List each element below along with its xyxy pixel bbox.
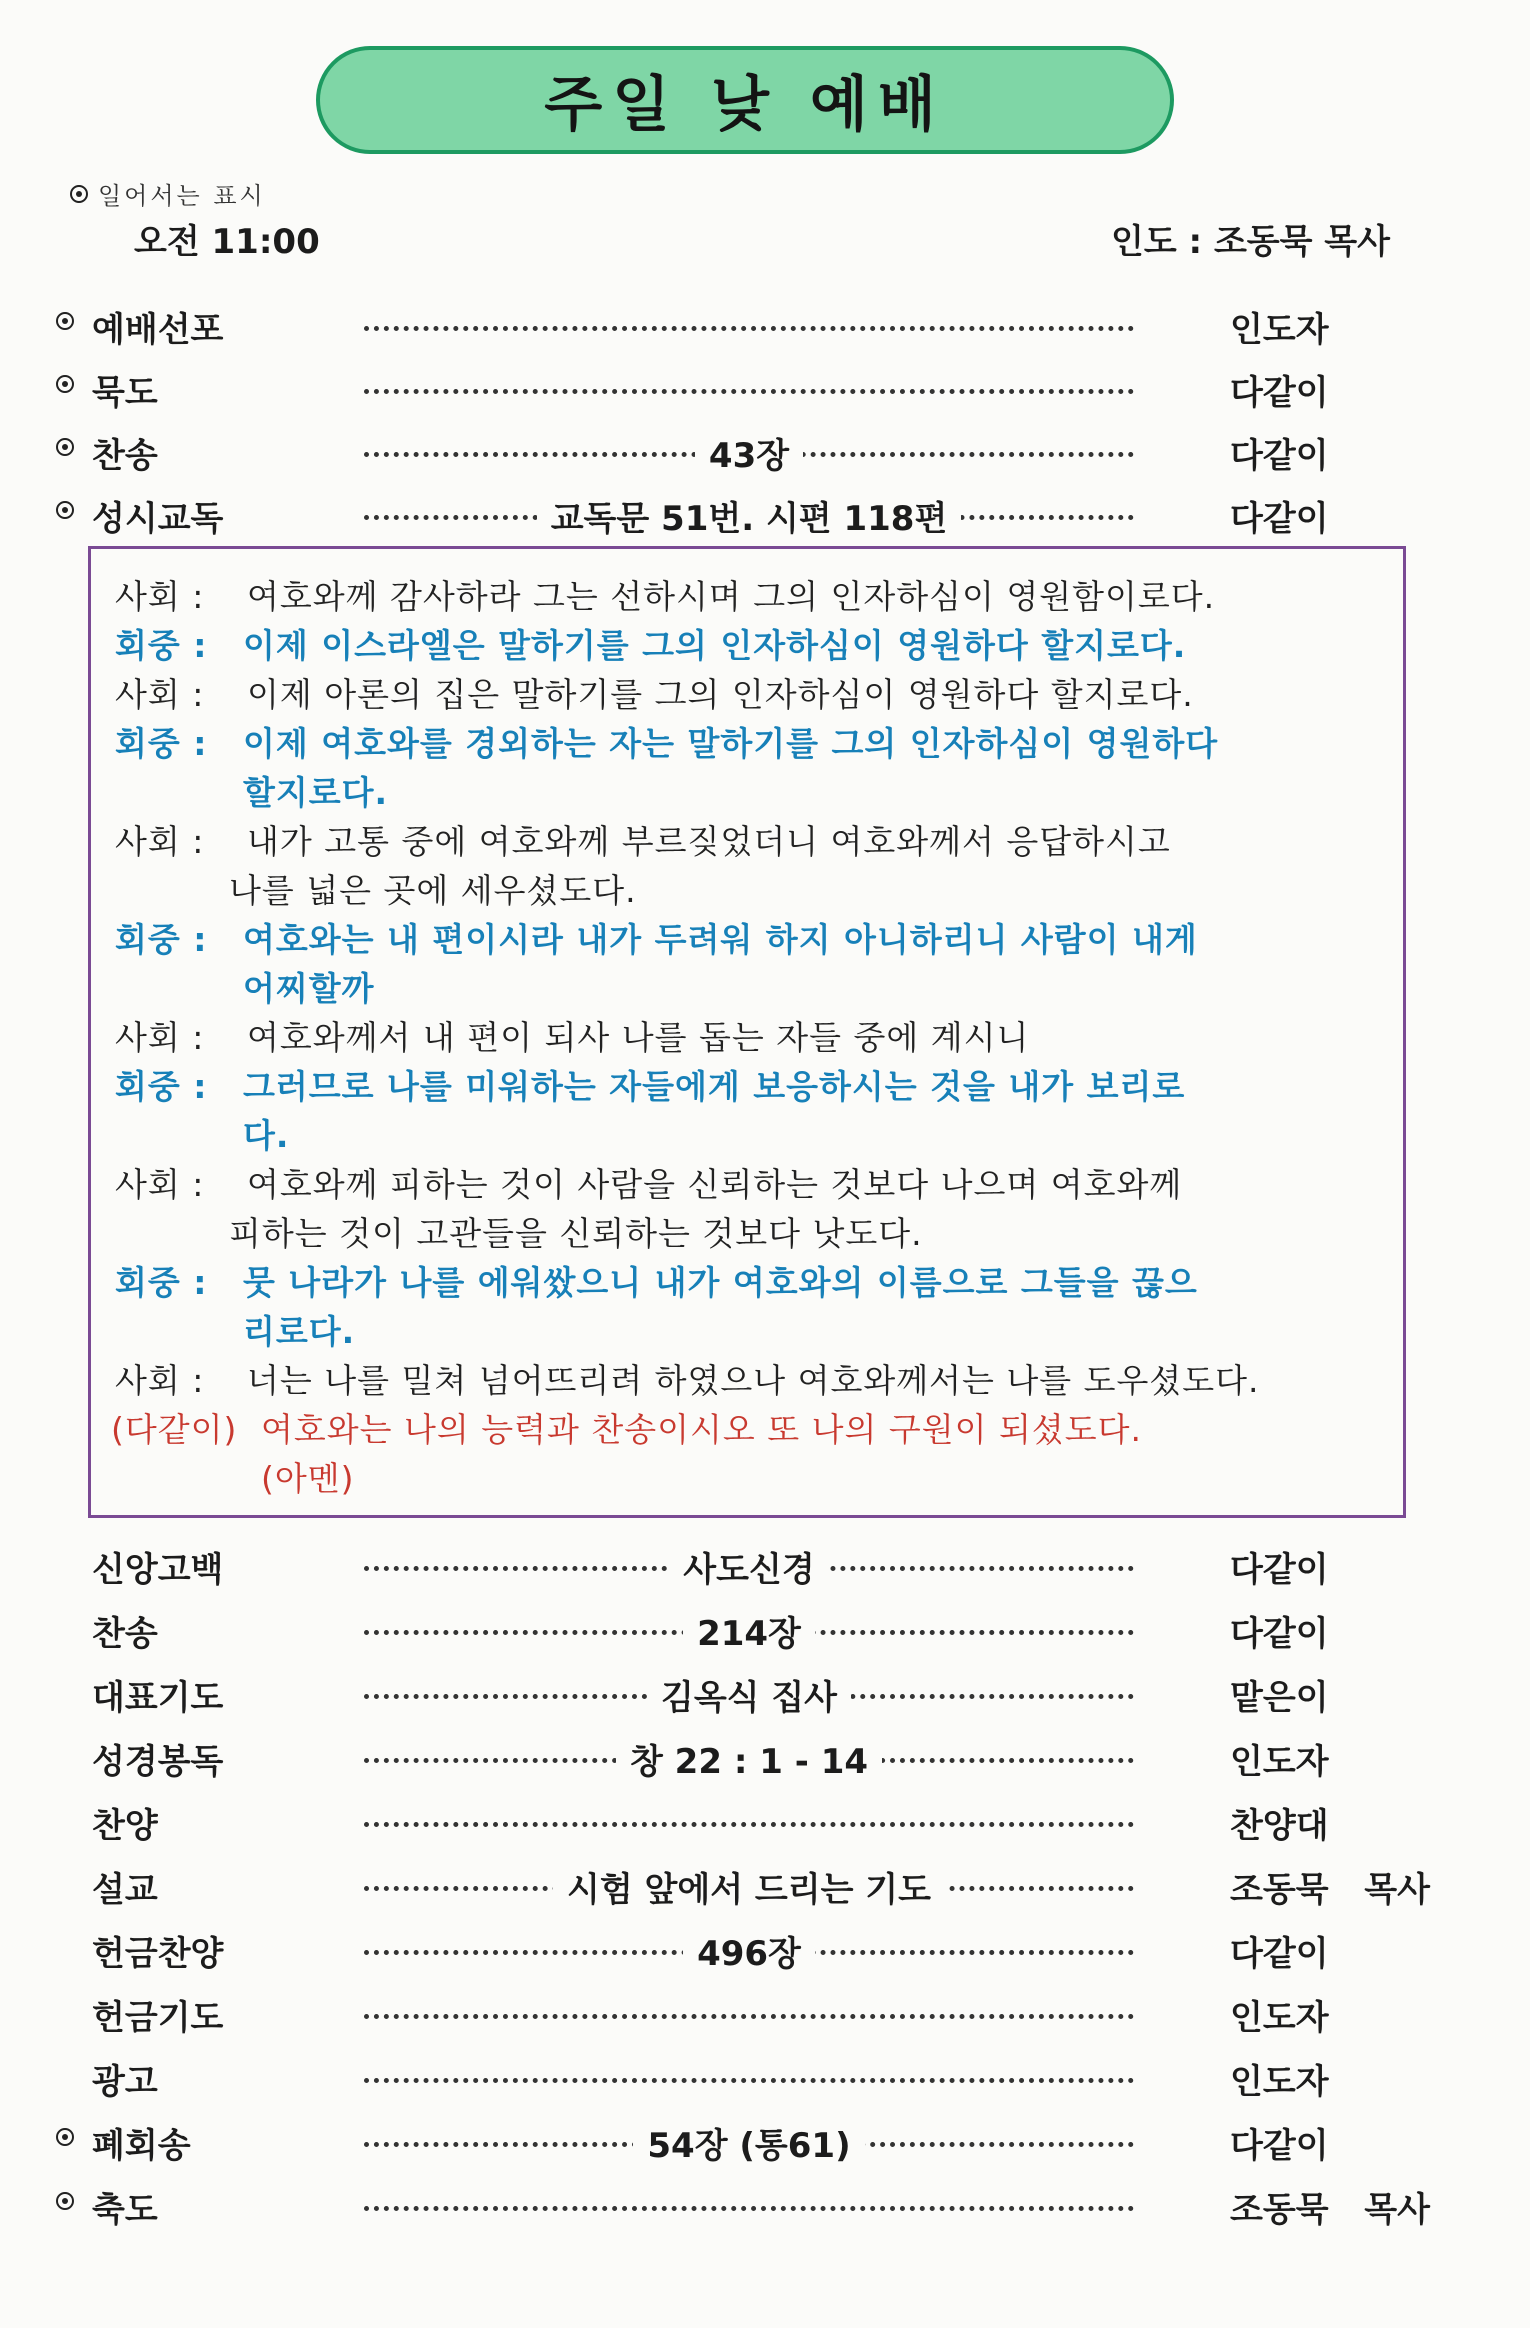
order-item-detail-text: 496장 (683, 1934, 815, 1974)
order-item-person: 조동묵 목사 (1230, 1870, 1430, 1910)
order-row (0, 1792, 1530, 1852)
order-row (0, 1664, 1530, 1724)
service-leader: 인도 : 조동묵 목사 (1110, 222, 1390, 262)
order-item-detail (364, 1862, 1134, 1911)
order-item-name: 성시교독 (92, 499, 224, 539)
standing-mark-icon (56, 2192, 74, 2210)
reading-line: 너는 나를 밀쳐 넘어뜨리려 하였으나 여호와께서는 나를 도우셨도다. (247, 1361, 1260, 1400)
order-item-detail-text: 시험 앞에서 드리는 기도 (553, 1870, 945, 1910)
reading-line: 여호와께서 내 편이 되사 나를 돕는 자들 중에 계시니 (247, 1018, 1030, 1057)
order-item-detail (364, 1734, 1134, 1783)
order-item-name: 헌금찬양 (92, 1934, 224, 1974)
order-row (0, 2112, 1530, 2172)
order-item-detail-text: 사도신경 (669, 1550, 828, 1590)
responsive-reading-box (88, 546, 1406, 1518)
reading-line: 다. (243, 1116, 290, 1155)
order-item-person: 다같이 (1230, 1550, 1329, 1590)
reading-role-label: 회중 : (115, 626, 208, 665)
order-row (0, 1920, 1530, 1980)
dotted-leader (364, 2206, 1134, 2211)
reading-line: 여호와께 감사하라 그는 선하시며 그의 인자하심이 영원함이로다. (247, 577, 1216, 616)
standing-mark-icon (56, 501, 74, 519)
order-item-name: 헌금기도 (92, 1998, 224, 2038)
order-item-person: 다같이 (1230, 436, 1329, 476)
order-item-person: 인도자 (1230, 1742, 1329, 1782)
order-item-name: 축도 (92, 2190, 158, 2230)
dotted-leader (364, 326, 1134, 331)
order-row (0, 422, 1530, 482)
order-item-detail (364, 2118, 1134, 2167)
order-item-name: 찬양 (92, 1806, 158, 1846)
reading-line: 어찌할까 (243, 969, 375, 1008)
dotted-leader (364, 1822, 1134, 1827)
reading-role-label: 사회 : (115, 1018, 205, 1057)
order-row (0, 2176, 1530, 2236)
order-item-detail (364, 1670, 1134, 1719)
reading-line: 리로다. (243, 1312, 356, 1351)
reading-line: (아멘) (261, 1459, 355, 1498)
reading-line: 여호와는 나의 능력과 찬송이시오 또 나의 구원이 되셨도다. (261, 1410, 1142, 1449)
standing-mark-icon (56, 2128, 74, 2146)
order-item-person: 인도자 (1230, 2062, 1329, 2102)
standing-mark-icon (56, 438, 74, 456)
reading-role-label: 사회 : (115, 577, 205, 616)
order-item-detail (364, 428, 1134, 477)
order-item-person: 다같이 (1230, 499, 1329, 539)
reading-role-label: 회중 : (115, 920, 208, 959)
dotted-leader (364, 2014, 1134, 2019)
order-item-person: 찬양대 (1230, 1806, 1329, 1846)
dotted-leader (364, 389, 1134, 394)
order-item-person: 다같이 (1230, 373, 1329, 413)
dotted-leader (364, 2078, 1134, 2083)
standing-mark-icon (56, 375, 74, 393)
legend-text: 일어서는 표시 (98, 182, 266, 210)
reading-role-label: 사회 : (115, 1165, 205, 1204)
order-item-detail-text: 214장 (683, 1614, 815, 1654)
order-item-detail (364, 1926, 1134, 1975)
order-item-name: 묵도 (92, 373, 158, 413)
order-item-person: 인도자 (1230, 310, 1329, 350)
reading-line: 할지로다. (243, 773, 389, 812)
order-row (0, 485, 1530, 545)
order-row (0, 2048, 1530, 2108)
order-item-detail (364, 491, 1134, 540)
order-row (0, 1984, 1530, 2044)
order-row (0, 1536, 1530, 1596)
reading-role-label: 회중 : (115, 1263, 208, 1302)
order-item-name: 설교 (92, 1870, 158, 1910)
reading-role-label: 사회 : (115, 1361, 205, 1400)
reading-line: 나를 넓은 곳에 세우셨도다. (229, 871, 637, 910)
order-item-detail-text: 창 22 : 1 - 14 (616, 1742, 882, 1782)
reading-role-label: (다같이) (111, 1410, 238, 1449)
order-item-name: 대표기도 (92, 1678, 224, 1718)
order-item-person: 맡은이 (1230, 1678, 1329, 1718)
order-row (0, 359, 1530, 419)
order-item-name: 예배선포 (92, 310, 224, 350)
order-row (0, 1856, 1530, 1916)
standing-mark-icon (56, 312, 74, 330)
reading-line: 여호와께 피하는 것이 사람을 신뢰하는 것보다 나으며 여호와께 (247, 1165, 1183, 1204)
order-item-detail-text: 43장 (695, 436, 803, 476)
order-item-detail-text: 교독문 51번. 시편 118편 (537, 499, 962, 539)
order-item-detail-text: 김옥식 집사 (647, 1678, 851, 1718)
order-item-person: 인도자 (1230, 1998, 1329, 2038)
order-row (0, 1600, 1530, 1660)
reading-line: 여호와는 내 편이시라 내가 두려워 하지 아니하리니 사람이 내게 (243, 920, 1198, 959)
reading-role-label: 회중 : (115, 724, 208, 763)
order-row (0, 296, 1530, 356)
standing-mark-icon (70, 185, 88, 203)
order-item-detail (364, 1542, 1134, 1591)
title-banner (316, 46, 1174, 154)
reading-line: 뭇 나라가 나를 에워쌌으니 내가 여호와의 이름으로 그들을 끊으 (243, 1263, 1198, 1302)
reading-role-label: 회중 : (115, 1067, 208, 1106)
order-item-detail-text: 54장 (통61) (633, 2126, 864, 2166)
order-item-name: 광고 (92, 2062, 158, 2102)
reading-line: 이제 여호와를 경외하는 자는 말하기를 그의 인자하심이 영원하다 (243, 724, 1219, 763)
reading-line: 이제 이스라엘은 말하기를 그의 인자하심이 영원하다 할지로다. (243, 626, 1187, 665)
order-item-person: 다같이 (1230, 1614, 1329, 1654)
standing-legend (70, 176, 266, 211)
reading-line: 피하는 것이 고관들을 신뢰하는 것보다 낫도다. (229, 1214, 923, 1253)
reading-line: 이제 아론의 집은 말하기를 그의 인자하심이 영원하다 할지로다. (247, 675, 1194, 714)
reading-role-label: 사회 : (115, 822, 205, 861)
order-item-detail (364, 1606, 1134, 1655)
order-item-name: 찬송 (92, 1614, 158, 1654)
service-time: 오전 11:00 (134, 222, 320, 262)
order-item-person: 다같이 (1230, 2126, 1329, 2166)
reading-line: 그러므로 나를 미워하는 자들에게 보응하시는 것을 내가 보리로 (243, 1067, 1186, 1106)
order-item-name: 폐회송 (92, 2126, 191, 2166)
reading-line: 내가 고통 중에 여호와께 부르짖었더니 여호와께서 응답하시고 (247, 822, 1171, 861)
order-item-name: 성경봉독 (92, 1742, 224, 1782)
order-item-name: 찬송 (92, 436, 158, 476)
reading-role-label: 사회 : (115, 675, 205, 714)
page-title: 주일 낮 예배 (544, 70, 946, 140)
order-row (0, 1728, 1530, 1788)
order-item-person: 조동묵 목사 (1230, 2190, 1430, 2230)
order-item-person: 다같이 (1230, 1934, 1329, 1974)
order-item-name: 신앙고백 (92, 1550, 224, 1590)
